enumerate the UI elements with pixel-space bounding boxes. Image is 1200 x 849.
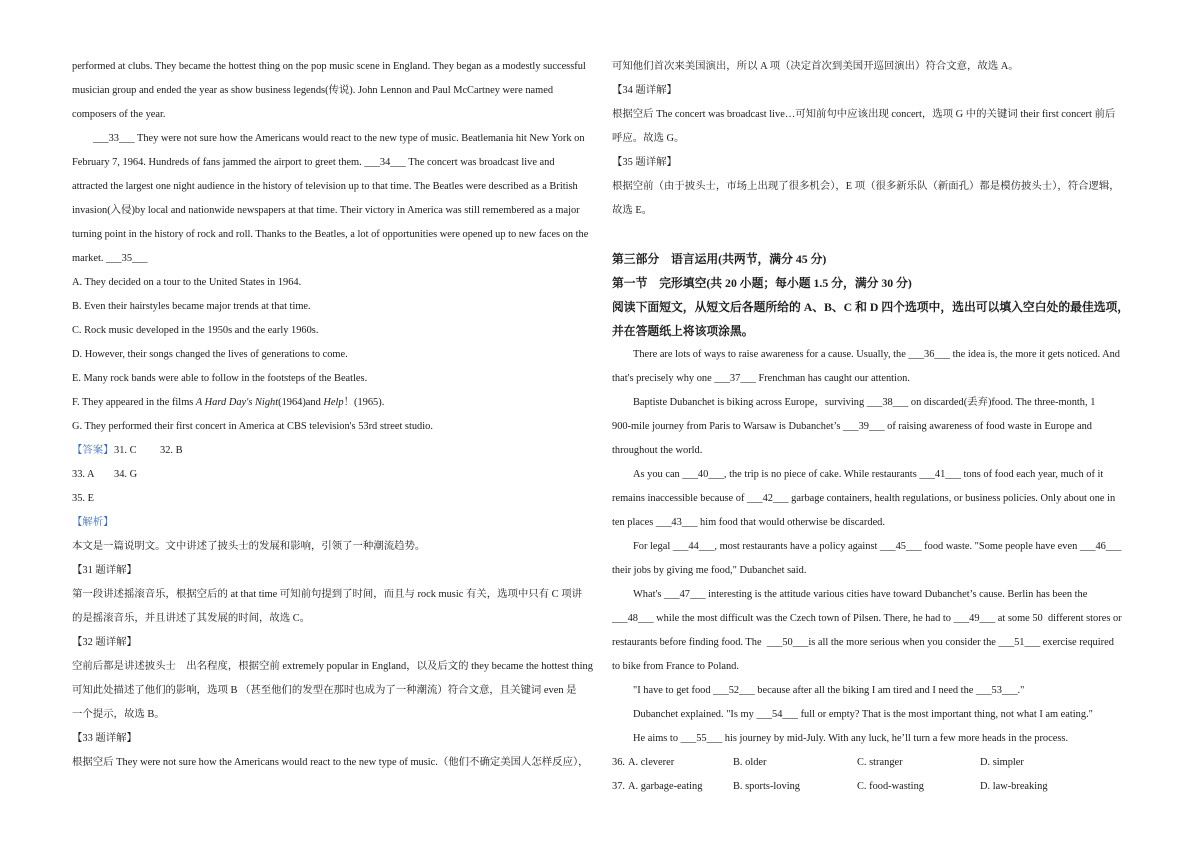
instructions-line: 阅读下面短文，从短文后各题所给的 A、B、C 和 D 四个选项中，选出可以填入空白处的最佳选项， [612, 300, 1130, 314]
option-c: C. Rock music developed in the 1950s and the early 1960s. [72, 325, 319, 336]
answer-row [72, 487, 590, 511]
choice-option: D. simpler [980, 757, 1024, 768]
detail-line: 可知他们首次来美国演出，所以 A 项（决定首次到美国开巡回演出）符合文意，故选 A。 [612, 61, 1019, 72]
answer-label: 【答案】 [72, 445, 114, 456]
cloze-line: remains inaccessible because of ___42___ garbage containers, health regulations, or business policies. Only about one in [612, 493, 1116, 504]
subsection-heading: 第一节 完形填空(共 20 小题；每小题 1.5 分，满分 30 分) [612, 276, 912, 290]
section-heading: 第三部分 语言运用(共两节，满分 45 分) [612, 252, 827, 266]
film-title: Help [323, 397, 344, 408]
passage-line: ___33___ They were not sure how the Americans would react to the new type of music. Beatlemania hit New York on [93, 133, 585, 144]
option-d: D. However, their songs changed the lives of generations to come. [72, 349, 348, 360]
detail-line: 空前后都是讲述披头士 出名程度，根据空前 extremely popular in England，以及后文的 they became the hottest thing [72, 661, 593, 672]
cloze-line: "I have to get food ___52___ because after all the biking I am tired and I need the ___53___." [633, 685, 1025, 696]
cloze-line: throughout the world. [612, 445, 703, 456]
cloze-line: that's precisely why one ___37___ Frenchman has caught our attention. [612, 373, 910, 384]
detail-line: 根据空后 They were not sure how the Americans would react to the new type of music.（他们不确定美国人怎样反应）， [72, 757, 589, 768]
cloze-line: Dubanchet explained. "Is my ___54___ full or empty? That is the most important thing, not what I am eating." [633, 709, 1093, 720]
analysis-label: 【解析】 [72, 517, 114, 528]
cloze-line: ten places ___43___ him food that would otherwise be discarded. [612, 517, 885, 528]
choice-a [612, 751, 674, 775]
answer-item: 34. G [114, 469, 138, 480]
cloze-line: There are lots of ways to raise awareness for a cause. Usually, the ___36___ the idea is, the more it gets noticed. And [633, 349, 1120, 360]
passage-line: February 7, 1964. Hundreds of fans jammed the airport to greet them. ___34___ The concert was broadcast live and [72, 157, 555, 168]
detail-heading: 【31 题详解】 [72, 565, 137, 576]
option-b: B. Even their hairstyles became major trends at that time. [72, 301, 311, 312]
choice-option: A. garbage-eating [628, 781, 703, 792]
detail-line: 故选 E。 [612, 205, 653, 216]
analysis-summary: 本文是一篇说明文。文中讲述了披头士的发展和影响，引领了一种潮流趋势。 [72, 541, 426, 552]
detail-heading: 【34 题详解】 [612, 85, 677, 96]
cloze-line: 900-mile journey from Paris to Warsaw is Dubanchet’s ___39___ of raising awareness of food waste in Europe and [612, 421, 1093, 432]
cloze-line: For legal ___44___, most restaurants have a policy against ___45___ food waste. "Some people have even ___46___ [633, 541, 1122, 552]
detail-line: 根据空前（由于披头士，市场上出现了很多机会），E 项（很多新乐队（新面孔）都是模仿披头士），符合逻辑， [612, 181, 1120, 192]
left-column [72, 55, 593, 775]
answer-item: 35. E [72, 493, 94, 504]
passage-line: market. ___35___ [72, 253, 148, 264]
detail-line: 一个提示，故选 B。 [72, 709, 165, 720]
option-f [72, 391, 590, 415]
cloze-line: ___48___ while the most difficult was the Czech town of Pilsen. There, he had to ___49___ at some 50 different stores or [612, 613, 1122, 624]
option-f-suffix: ！(1965). [343, 397, 385, 408]
choice-a [612, 775, 702, 799]
answer-item: 33. A [72, 469, 95, 480]
right-column [612, 55, 1132, 799]
choice-option: B. sports-loving [733, 781, 800, 792]
option-e: E. Many rock bands were able to follow in the footsteps of the Beatles. [72, 373, 368, 384]
option-g: G. They performed their first concert in America at CBS television's 53rd street studio. [72, 421, 433, 432]
choice-option: D. law-breaking [980, 781, 1048, 792]
passage-line: musician group and ended the year as show business legends(传说). John Lennon and Paul McCartney were named [72, 85, 554, 96]
option-f-year: (1964)and [278, 397, 324, 408]
choice-number: 36. [612, 757, 625, 768]
cloze-line: He aims to ___55___ his journey by mid-July. With any luck, he’ll turn a few more heads in the process. [633, 733, 1069, 744]
instructions-line: 并在答题纸上将该项涂黑。 [612, 324, 754, 338]
detail-line: 第一段讲述摇滚音乐，根据空后的 at that time 可知前句提到了时间，而且与 rock music 有关，选项中只有 C 项讲 [72, 589, 582, 600]
detail-line: 根据空后 The concert was broadcast live…可知前句中应该出现 concert，选项 G 中的关键词 their first concert 前后 [612, 109, 1116, 120]
choice-option: B. older [733, 757, 767, 768]
option-f-prefix: F. They appeared in the films [72, 397, 196, 408]
passage-line: invasion(入侵)by local and nationwide newspapers at that time. Their victory in America was still remembered as a major [72, 205, 580, 216]
choice-number: 37. [612, 781, 625, 792]
detail-heading: 【33 题详解】 [72, 733, 137, 744]
option-a: A. They decided on a tour to the United States in 1964. [72, 277, 302, 288]
passage-line: performed at clubs. They became the hottest thing on the pop music scene in England. They began as a modestly successful [72, 61, 586, 72]
passage-line: turning point in the history of rock and roll. Thanks to the Beatles, a lot of opportunities were opened up to new faces on the [72, 229, 589, 240]
answer-row [72, 439, 590, 463]
answer-item: 32. B [160, 445, 183, 456]
answer-row [72, 463, 590, 487]
cloze-line: As you can ___40___, the trip is no piece of cake. While restaurants ___41___ tons of food each year, much of it [633, 469, 1104, 480]
choice-row [612, 775, 1132, 799]
choice-option: C. stranger [857, 757, 903, 768]
choice-row [612, 751, 1132, 775]
cloze-line: Baptiste Dubanchet is biking across Europe，surviving ___38___ on discarded(丢弃)food. The three-month, 1 [633, 397, 1096, 408]
choice-option: A. cleverer [628, 757, 675, 768]
cloze-line: to bike from France to Poland. [612, 661, 739, 672]
spacer [612, 223, 1132, 247]
choice-option: C. food-wasting [857, 781, 924, 792]
film-title: A Hard Day's Night [195, 397, 279, 408]
detail-line: 可知此处描述了他们的影响，选项 B （甚至他们的发型在那时也成为了一种潮流）符合文意，且关键词 even 是 [72, 685, 577, 696]
cloze-line: their jobs by giving me food," Dubanchet said. [612, 565, 807, 576]
passage-line: composers of the year. [72, 109, 166, 120]
cloze-line: What's ___47___ interesting is the attitude various cities have toward Dubanchet’s cause. Berlin has been the [633, 589, 1088, 600]
detail-heading: 【32 题详解】 [72, 637, 137, 648]
answer-item: 31. C [114, 445, 137, 456]
passage-line: attracted the largest one night audience in the history of television up to that time. The Beatles were described as a British [72, 181, 578, 192]
cloze-line: restaurants before finding food. The ___50___is all the more serious when you consider the ___51___ exercise required [612, 637, 1114, 648]
detail-heading: 【35 题详解】 [612, 157, 677, 168]
detail-line: 呼应。故选 G。 [612, 133, 685, 144]
detail-line: 的是摇滚音乐，并且讲述了其发展的时间，故选 C。 [72, 613, 311, 624]
